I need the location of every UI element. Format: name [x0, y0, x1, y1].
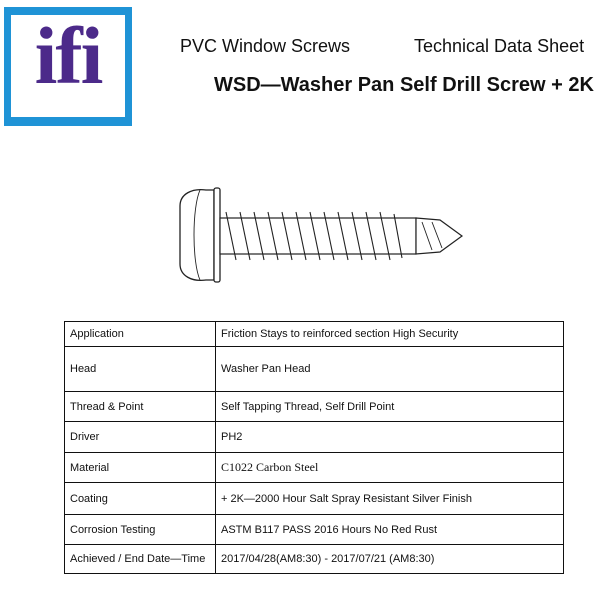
- spec-value: Self Tapping Thread, Self Drill Point: [216, 392, 564, 422]
- logo-text: ifi: [34, 10, 102, 101]
- spec-value: 2017/04/28(AM8:30) - 2017/07/21 (AM8:30): [216, 545, 564, 574]
- spec-label: Thread & Point: [65, 392, 216, 422]
- table-row: [65, 453, 564, 483]
- spec-value: ASTM B117 PASS 2016 Hours No Red Rust: [216, 515, 564, 545]
- spec-label: Driver: [65, 422, 216, 453]
- spec-label: Application: [65, 322, 216, 347]
- spec-label: Corrosion Testing: [65, 515, 216, 545]
- table-row: [65, 483, 564, 515]
- table-row: [65, 422, 564, 453]
- logo-inner-panel: [11, 10, 125, 117]
- header-document-type: Technical Data Sheet: [414, 36, 585, 56]
- spec-value: Washer Pan Head: [216, 347, 564, 392]
- spec-value: C1022 Carbon Steel: [216, 453, 564, 483]
- ifi-logo: [4, 7, 132, 126]
- header-product-line: PVC Window Screws: [180, 36, 351, 56]
- table-row: [65, 392, 564, 422]
- spec-label: Material: [65, 453, 216, 483]
- spec-label: Coating: [65, 483, 216, 515]
- table-row: [65, 322, 564, 347]
- table-row: [65, 515, 564, 545]
- spec-value: + 2K—2000 Hour Salt Spray Resistant Silver Finish: [216, 483, 564, 515]
- spec-label: Achieved / End Date—Time: [65, 545, 216, 574]
- table-row: [65, 347, 564, 392]
- spec-value: Friction Stays to reinforced section High Security: [216, 322, 564, 347]
- specification-table: [64, 321, 564, 574]
- screw-illustration: [170, 178, 470, 294]
- spec-value: PH2: [216, 422, 564, 453]
- table-row: [65, 545, 564, 574]
- spec-label: Head: [65, 347, 216, 392]
- page-title: WSD—Washer Pan Self Drill Screw + 2K: [214, 74, 594, 96]
